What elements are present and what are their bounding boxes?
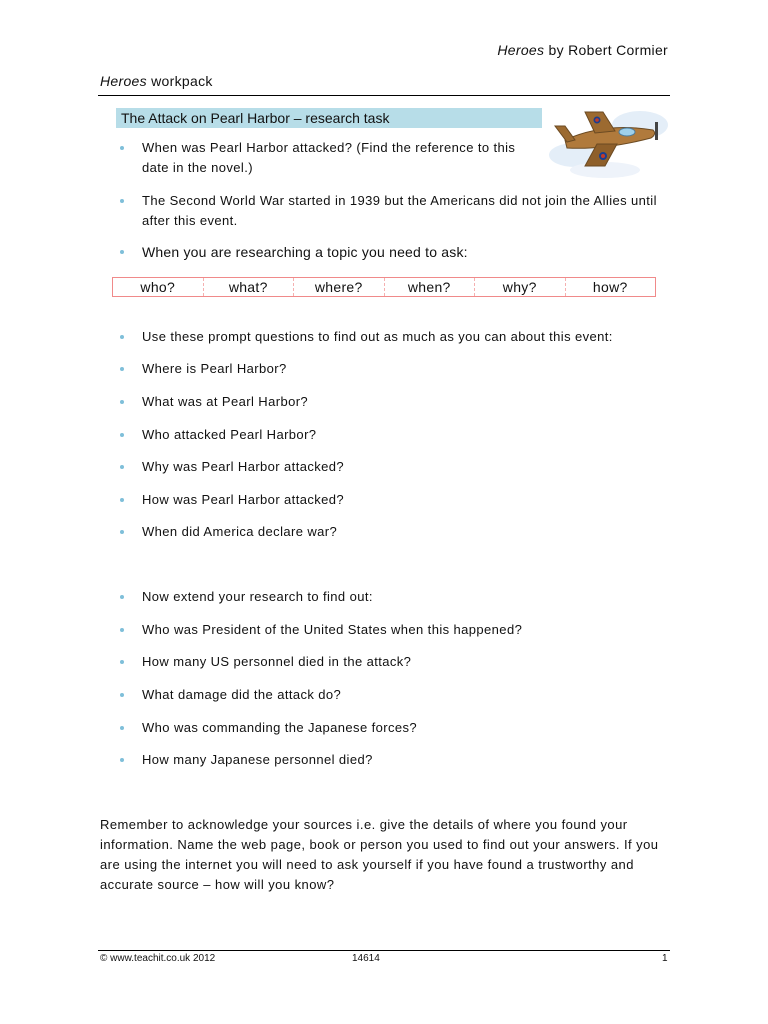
- bullet-icon: [120, 199, 124, 203]
- list-item: What damage did the attack do?: [120, 685, 540, 705]
- question-word: where?: [294, 278, 385, 296]
- list-item: Why was Pearl Harbor attacked?: [120, 457, 540, 477]
- bullet-icon: [120, 250, 124, 254]
- list-item: How was Pearl Harbor attacked?: [120, 490, 540, 510]
- bullet-icon: [120, 498, 124, 502]
- bullet-icon: [120, 726, 124, 730]
- list-item: Now extend your research to find out:: [120, 587, 540, 607]
- bullet-icon: [120, 433, 124, 437]
- bullet-icon: [120, 628, 124, 632]
- pack-title: Heroes: [100, 73, 147, 89]
- task-title: The Attack on Pearl Harbor – research task: [116, 108, 542, 128]
- header-rule: [98, 95, 670, 96]
- list-item: Who attacked Pearl Harbor?: [120, 425, 540, 445]
- closing-paragraph: Remember to acknowledge your sources i.e. give the details of where you found your information. Name the web page, book or person you used to find out your answers. If you are using the internet you will need to ask yourself if you have found a trustworthy and accurate source – how will you know?: [100, 817, 659, 892]
- list-item: Use these prompt questions to find out as much as you can about this event:: [120, 327, 660, 347]
- footer-copyright: © www.teachit.co.uk 2012: [100, 953, 216, 964]
- book-title: Heroes: [497, 42, 545, 58]
- header-book-title: [497, 42, 668, 58]
- bullet-icon: [120, 146, 124, 150]
- list-item: Who was commanding the Japanese forces?: [120, 718, 540, 738]
- list-item: When you are researching a topic you need to ask:: [120, 242, 660, 262]
- footer-rule: [98, 950, 670, 951]
- list-item: What was at Pearl Harbor?: [120, 392, 540, 412]
- bullet-icon: [120, 400, 124, 404]
- propeller-plane-icon: [545, 100, 670, 180]
- bullet-icon: [120, 335, 124, 339]
- bullet-icon: [120, 595, 124, 599]
- pack-label: workpack: [151, 73, 213, 89]
- question-word: how?: [592, 279, 628, 295]
- list-item: The Second World War started in 1939 but the Americans did not join the Allies until after this event.: [120, 191, 660, 231]
- header-pack-title: [100, 73, 213, 89]
- list-item: When did America declare war?: [120, 522, 540, 542]
- book-author: by Robert Cormier: [548, 42, 668, 58]
- bullet-icon: [120, 530, 124, 534]
- footer-code: 14614: [352, 953, 380, 964]
- question-words-row: [112, 277, 656, 297]
- bullet-icon: [120, 693, 124, 697]
- question-word: who?: [113, 278, 204, 296]
- list-item: How many Japanese personnel died?: [120, 750, 540, 770]
- footer-page-number: 1: [662, 953, 668, 964]
- list-item: Who was President of the United States when this happened?: [120, 620, 660, 640]
- question-word: what?: [204, 278, 295, 296]
- list-item: Where is Pearl Harbor?: [120, 359, 540, 379]
- bullet-icon: [120, 465, 124, 469]
- list-item: How many US personnel died in the attack?: [120, 652, 540, 672]
- question-word: why?: [475, 278, 566, 296]
- bullet-icon: [120, 758, 124, 762]
- bullet-icon: [120, 660, 124, 664]
- list-item: When was Pearl Harbor attacked? (Find the reference to this date in the novel.): [120, 138, 530, 178]
- bullet-icon: [120, 367, 124, 371]
- question-word: when?: [385, 278, 476, 296]
